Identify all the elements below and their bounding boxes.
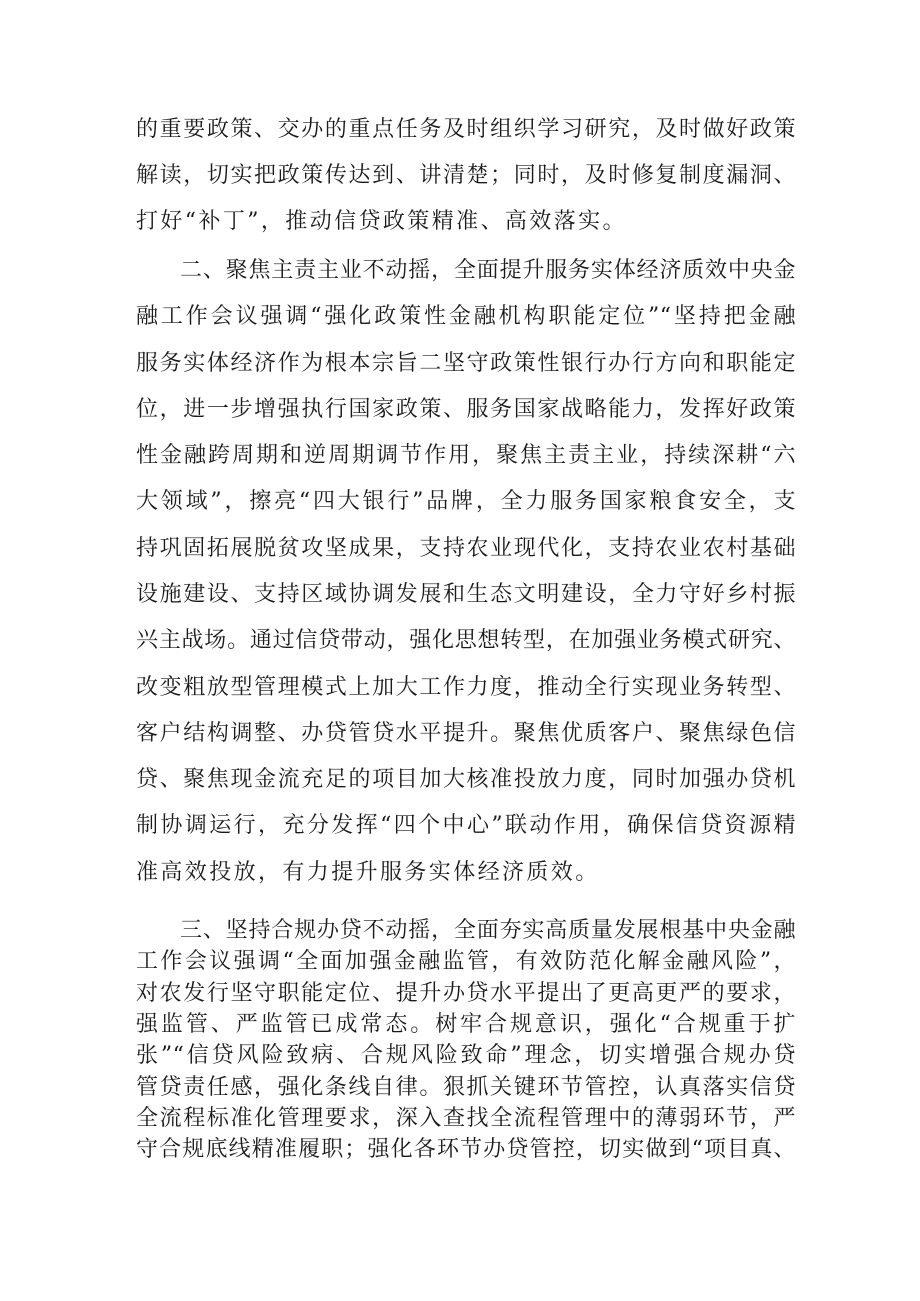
paragraph-line: 准高效投放，有力提升服务实体经济质效。 <box>136 860 600 885</box>
paragraph-line: 性金融跨周期和逆周期调节作用，聚焦主责主业，持续深耕“六 <box>136 443 796 468</box>
paragraph-line: 改变粗放型管理模式上加大工作力度，推动全行实现业务转型、 <box>136 675 796 700</box>
paragraph-line: 张”“信贷风险致病、合规风险致命”理念，切实增强合规办贷 <box>136 1043 796 1068</box>
paragraph-line: 服务实体经济作为根本宗旨二坚守政策性银行办行方向和职能定 <box>136 351 796 376</box>
paragraph-line: 三、坚持合规办贷不动摇，全面夯实高质量发展根基中央金融 <box>180 918 796 943</box>
paragraph-line: 大领域”，擦亮“四大银行”品牌，全力服务国家粮食安全，支 <box>136 489 796 514</box>
paragraph-line: 打好“补丁”，推动信贷政策精准、高效落实。 <box>136 209 627 234</box>
paragraph-line: 设施建设、支持区域协调发展和生态文明建设，全力守好乡村振 <box>136 582 796 607</box>
paragraph-line: 融工作会议强调“强化政策性金融机构职能定位”“坚持把金融 <box>136 304 796 329</box>
paragraph-line: 的重要政策、交办的重点任务及时组织学习研究，及时做好政策 <box>136 117 796 142</box>
paragraph-line: 全流程标准化管理要求，深入查找全流程管理中的薄弱环节，严 <box>136 1106 796 1131</box>
paragraph-line: 位，进一步增强执行国家政策、服务国家战略能力，发挥好政策 <box>136 397 796 422</box>
paragraph-line: 客户结构调整、办贷管贷水平提升。聚焦优质客户、聚焦绿色信 <box>136 721 796 746</box>
paragraph-line: 强监管、严监管已成常态。树牢合规意识，强化“合规重于扩 <box>136 1012 796 1037</box>
paragraph-line: 兴主战场。通过信贷带动，强化思想转型，在加强业务模式研究、 <box>136 628 796 653</box>
paragraph-line: 守合规底线精准履职；强化各环节办贷管控，切实做到“项目真、 <box>136 1137 796 1162</box>
paragraph-line: 持巩固拓展脱贫攻坚成果，支持农业现代化，支持农业农村基础 <box>136 536 796 561</box>
paragraph-line: 二、聚焦主责主业不动摇，全面提升服务实体经济质效中央金 <box>180 258 796 283</box>
paragraph-line: 解读，切实把政策传达到、讲清楚；同时，及时修复制度漏洞、 <box>136 163 796 188</box>
paragraph-line: 工作会议强调“全面加强金融监管，有效防范化解金融风险”， <box>136 949 796 974</box>
paragraph-line: 制协调运行，充分发挥“四个中心”联动作用，确保信贷资源精 <box>136 813 796 838</box>
paragraph-line: 管贷责任感，强化条线自律。狠抓关键环节管控，认真落实信贷 <box>136 1075 796 1100</box>
paragraph-line: 对农发行坚守职能定位、提升办贷水平提出了更高更严的要求， <box>136 981 796 1006</box>
paragraph-line: 贷、聚焦现金流充足的项目加大核准投放力度，同时加强办贷机 <box>136 767 796 792</box>
